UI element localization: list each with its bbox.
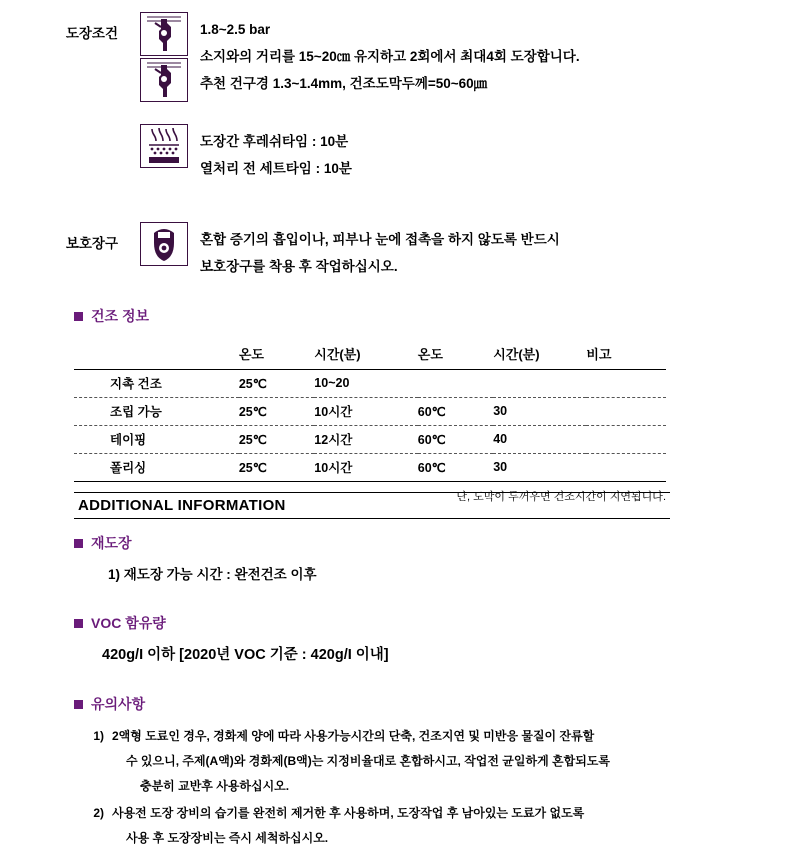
voc-body: 420g/I 이하 [2020년 VOC 기준 : 420g/I 이내] xyxy=(102,647,389,663)
cell-note xyxy=(586,454,666,482)
table-row xyxy=(74,370,666,398)
respirator-mask-icon xyxy=(140,222,188,266)
caution-heading-label: 유의사항 xyxy=(91,696,146,712)
spec-text-flash-time xyxy=(200,124,794,182)
square-bullet-icon xyxy=(74,619,83,628)
list-item xyxy=(74,724,670,799)
table-row xyxy=(74,454,666,482)
spec-label-coating-condition: 도장조건 xyxy=(65,26,118,41)
col-header-temp2: 온도 xyxy=(418,340,493,370)
spec-line-protect-1: 혼합 증기의 흡입이나, 피부나 눈에 접촉을 하지 않도록 반드시 xyxy=(200,232,560,247)
spec-line-pressure: 1.8~2.5 bar xyxy=(200,22,271,37)
caution-line: 충분히 교반후 사용하십시오. xyxy=(140,779,290,793)
spec-icons-flash-time xyxy=(128,124,200,170)
cell-time1: 12시간 xyxy=(314,426,417,454)
cell-temp1: 25℃ xyxy=(239,370,314,398)
cell-temp1: 25℃ xyxy=(239,426,314,454)
cell-temp2: 60℃ xyxy=(418,454,493,482)
caution-item-text xyxy=(112,801,670,851)
cell-item: 조립 가능 xyxy=(74,398,239,426)
col-header-temp1: 온도 xyxy=(239,340,314,370)
cell-time2: 30 xyxy=(493,454,586,482)
caution-line: 사용 후 도장장비는 즉시 세척하십시오. xyxy=(126,831,329,845)
recoat-body: 1) 재도장 가능 시간 : 완전건조 이후 xyxy=(108,567,317,582)
square-bullet-icon xyxy=(74,312,83,321)
heat-drying-icon xyxy=(140,124,188,168)
voc-heading-label: VOC 함유량 xyxy=(91,615,166,631)
cell-temp2: 60℃ xyxy=(418,398,493,426)
cell-time1: 10시간 xyxy=(314,398,417,426)
spec-icons-protective-equipment xyxy=(128,222,200,268)
cell-time2 xyxy=(493,370,586,398)
cell-item: 폴리싱 xyxy=(74,454,239,482)
spec-line-protect-2: 보호장구를 착용 후 작업하십시오. xyxy=(200,259,398,274)
cell-item: 지촉 건조 xyxy=(74,370,239,398)
table-header-row xyxy=(74,340,666,370)
recoat-heading-label: 재도장 xyxy=(91,535,132,551)
spec-row-flash-time xyxy=(0,124,794,182)
recoat-group xyxy=(74,533,670,583)
spec-line-distance: 소지와의 거리를 15~20㎝ 유지하고 2회에서 최대4회 도장합니다. xyxy=(200,49,580,64)
cell-time1: 10~20 xyxy=(314,370,417,398)
additional-information-title: ADDITIONAL INFORMATION xyxy=(74,492,670,519)
dry-info-heading-label: 건조 정보 xyxy=(91,308,149,324)
square-bullet-icon xyxy=(74,539,83,548)
cell-temp2 xyxy=(418,370,493,398)
dry-info-section xyxy=(74,306,734,504)
spec-text-protective-equipment xyxy=(200,222,794,280)
square-bullet-icon xyxy=(74,700,83,709)
cell-time2: 30 xyxy=(493,398,586,426)
caution-item-number: 2) xyxy=(93,806,104,820)
table-row xyxy=(74,398,666,426)
caution-item-number: 1) xyxy=(93,729,104,743)
dry-info-heading xyxy=(74,306,734,326)
caution-line: 사용전 도장 장비의 습기를 완전히 제거한 후 사용하며, 도장작업 후 남아있는 도료가 없도록 xyxy=(112,806,585,820)
spray-gun-icon xyxy=(140,58,188,102)
caution-item-text xyxy=(112,724,670,799)
spec-icons-coating-condition xyxy=(128,12,200,104)
cell-temp2: 60℃ xyxy=(418,426,493,454)
table-row xyxy=(74,426,666,454)
col-header-item xyxy=(74,340,239,370)
cell-time1: 10시간 xyxy=(314,454,417,482)
spec-label-protective-equipment: 보호장구 xyxy=(65,236,118,251)
dry-info-note: 단, 도막이 두꺼우면 건조시간이 지연됩니다. xyxy=(456,491,666,503)
cell-note xyxy=(586,398,666,426)
col-header-time2: 시간(분) xyxy=(493,340,586,370)
cell-temp1: 25℃ xyxy=(239,398,314,426)
caution-heading xyxy=(74,694,670,714)
list-item xyxy=(74,801,670,851)
col-header-note: 비고 xyxy=(586,340,666,370)
spec-label-flash-time xyxy=(0,124,128,134)
dry-info-table xyxy=(74,340,666,482)
caution-list xyxy=(74,724,670,851)
cell-time2: 40 xyxy=(493,426,586,454)
cell-note xyxy=(586,426,666,454)
spec-line-set-time: 열처리 전 세트타임 : 10분 xyxy=(200,161,352,176)
cell-temp1: 25℃ xyxy=(239,454,314,482)
caution-line: 수 있으니, 주제(A액)와 경화제(B액)는 지정비율대로 혼합하시고, 작업전 균일하게 혼합되도록 xyxy=(126,754,610,768)
recoat-heading xyxy=(74,533,670,553)
spec-line-flash-time: 도장간 후레쉬타임 : 10분 xyxy=(200,134,349,149)
spec-row-coating-condition xyxy=(0,12,794,104)
spec-line-nozzle: 추천 건구경 1.3~1.4mm, 건조도막두께=50~60㎛ xyxy=(200,76,488,91)
col-header-time1: 시간(분) xyxy=(314,340,417,370)
voc-group xyxy=(74,613,670,664)
caution-line: 2액형 도료인 경우, 경화제 양에 따라 사용가능시간의 단축, 건조지연 및 미반응 물질이 잔류할 xyxy=(112,729,595,743)
spec-block xyxy=(0,0,794,280)
cell-note xyxy=(586,370,666,398)
spec-text-coating-condition xyxy=(200,12,794,97)
spec-row-protective-equipment xyxy=(0,222,794,280)
caution-group xyxy=(74,694,670,851)
cell-item: 테이핑 xyxy=(74,426,239,454)
additional-information-section xyxy=(74,492,670,853)
spray-gun-icon xyxy=(140,12,188,56)
voc-heading xyxy=(74,613,670,633)
